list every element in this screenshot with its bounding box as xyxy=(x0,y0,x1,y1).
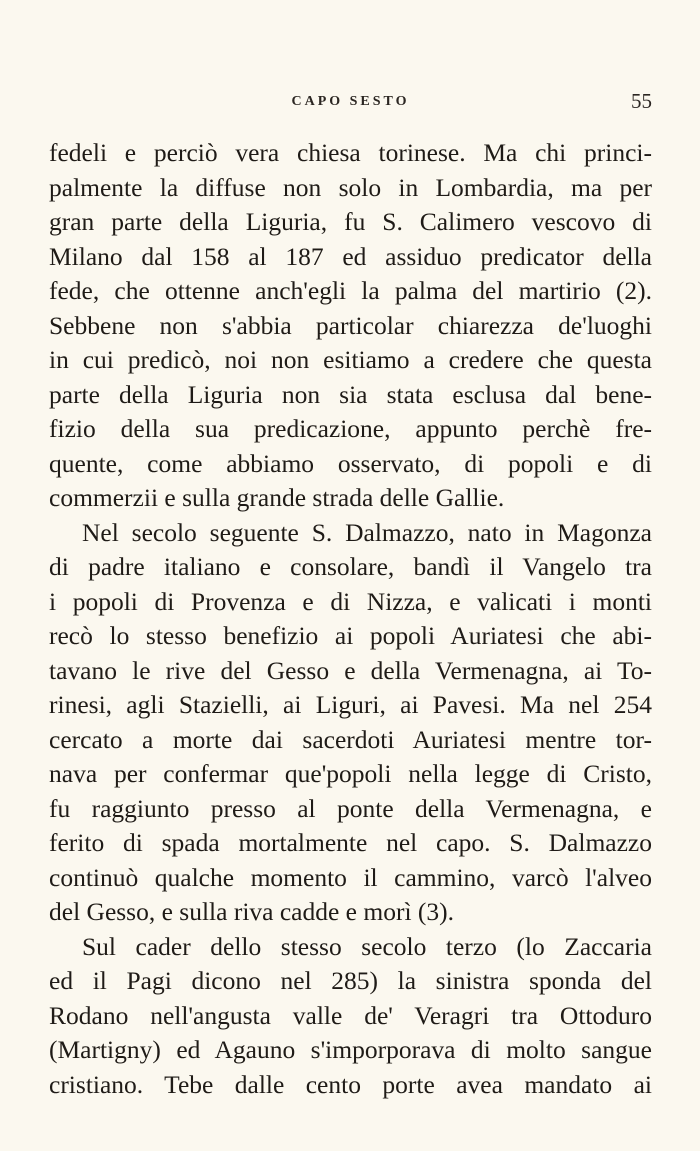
text-line: (Martigny) ed Agauno s'imporporava di molto sangue xyxy=(49,1035,652,1064)
text-line: ferito di spada mortalmente nel capo. S. Dalmazzo xyxy=(49,828,652,857)
text-line: recò lo stesso benefizio ai popoli Auriatesi che abi- xyxy=(49,621,652,650)
text-line: Nel secolo seguente S. Dalmazzo, nato in Magonza xyxy=(82,517,652,547)
text-line: gran parte della Liguria, fu S. Calimero vescovo di xyxy=(49,207,652,236)
text-line: Milano dal 158 al 187 ed assiduo predicator della xyxy=(49,241,652,271)
text-line: in cui predicò, noi non esitiamo a credere che questa xyxy=(49,345,652,374)
text-line: commerzii e sulla grande strada delle Gallie. xyxy=(49,483,505,512)
text-line: parte della Liguria non sia stata esclusa dal bene- xyxy=(49,379,652,409)
text-line: fu raggiunto presso al ponte della Vermenagna, e xyxy=(49,793,652,823)
text-line: continuò qualche momento il cammino, varcò l'alveo xyxy=(49,862,652,892)
text-line: di padre italiano e consolare, bandì il Vangelo tra xyxy=(49,552,652,581)
text-line: quente, come abbiamo osservato, di popoli e di xyxy=(49,448,652,478)
text-line: palmente la diffuse non solo in Lombardia, ma per xyxy=(49,172,652,202)
page-header xyxy=(49,91,652,115)
text-line: Sul cader dello stesso secolo terzo (lo Zaccaria xyxy=(82,931,652,961)
text-line: tavano le rive del Gesso e della Vermenagna, ai To- xyxy=(49,655,652,685)
text-line: fede, che ottenne anch'egli la palma del martirio (2). xyxy=(49,276,652,305)
text-line: nava per confermar que'popoli nella legge di Cristo, xyxy=(49,759,652,788)
text-line: Sebbene non s'abbia particolar chiarezza de'luoghi xyxy=(49,310,652,340)
page-number: 55 xyxy=(631,89,652,113)
running-title: CAPO SESTO xyxy=(291,94,410,109)
text-line: del Gesso, e sulla riva cadde e morì (3). xyxy=(49,897,455,926)
text-line: fizio della sua predicazione, appunto perchè fre- xyxy=(49,414,652,443)
text-line: cristiano. Tebe dalle cento porte avea mandato ai xyxy=(49,1069,652,1099)
text-line: Rodano nell'angusta valle de' Veragri tra Ottoduro xyxy=(49,1000,652,1030)
text-line: i popoli di Provenza e di Nizza, e valicati i monti xyxy=(49,586,652,616)
text-line: fedeli e perciò vera chiesa torinese. Ma chi princi- xyxy=(49,138,652,167)
body-text xyxy=(49,136,652,1102)
text-line: ed il Pagi dicono nel 285) la sinistra sponda del xyxy=(49,966,652,995)
text-line: rinesi, agli Stazielli, ai Liguri, ai Pavesi. Ma nel 254 xyxy=(49,690,652,719)
text-line: cercato a morte dai sacerdoti Auriatesi mentre tor- xyxy=(49,724,652,754)
